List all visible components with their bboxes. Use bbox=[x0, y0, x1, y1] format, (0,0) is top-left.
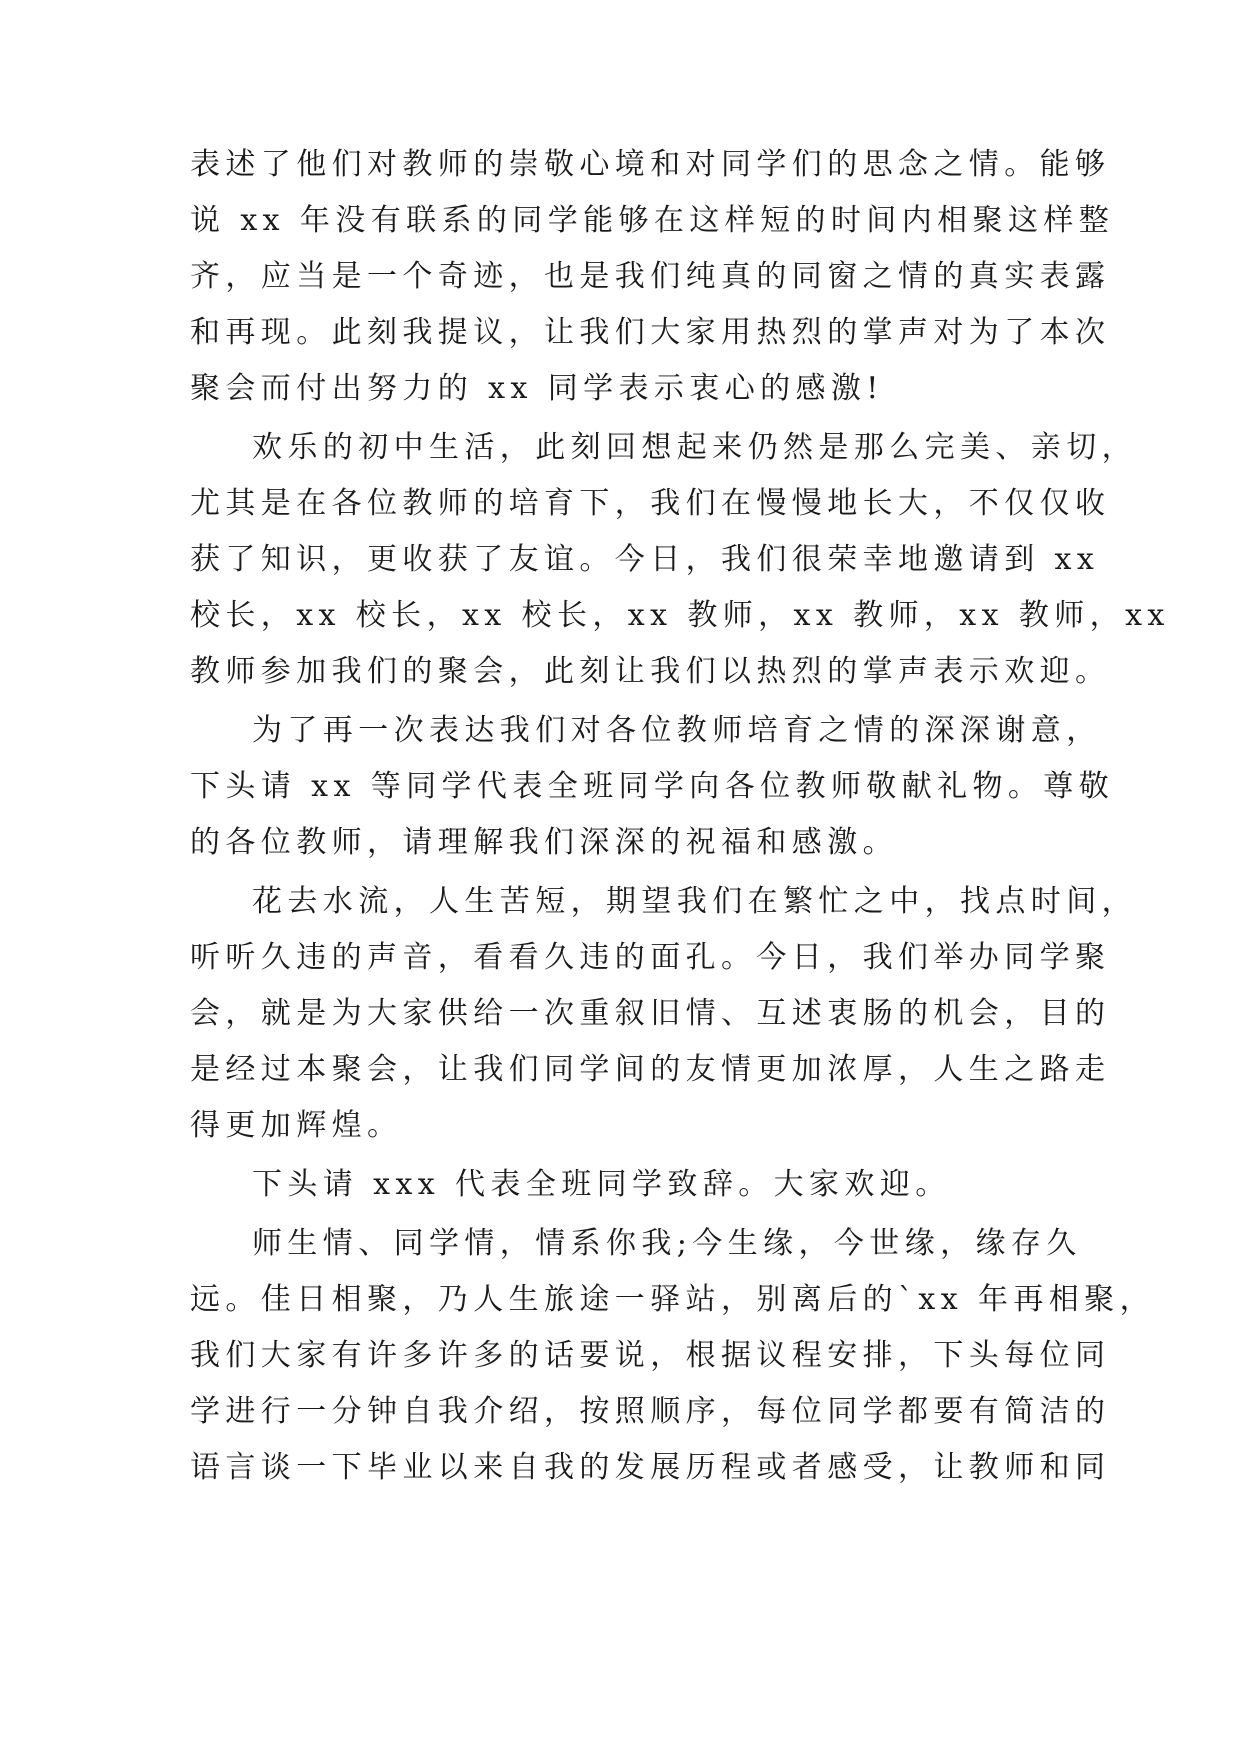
text-line: 尤其是在各位教师的培育下，我们在慢慢地长大，不仅仅收 bbox=[190, 486, 1111, 521]
text-line: 教师参加我们的聚会，此刻让我们以热烈的掌声表示欢迎。 bbox=[190, 654, 1111, 689]
text-line: 下头请 xx 等同学代表全班同学向各位教师敬献礼物。尊敬 bbox=[190, 769, 1115, 804]
text-line: 说 xx 年没有联系的同学能够在这样短的时间内相聚这样整 bbox=[190, 203, 1115, 238]
text-line: 学进行一分钟自我介绍，按照顺序，每位同学都要有简洁的 bbox=[190, 1394, 1111, 1429]
text-line: 远。佳日相聚，乃人生旅途一驿站，别离后的`xx 年再相聚， bbox=[190, 1282, 1155, 1317]
paragraph-first-line: 欢乐的初中生活，此刻回想起来仍然是那么完美、亲切， bbox=[252, 430, 1137, 465]
text-line: 校长，xx 校长，xx 校长，xx 教师，xx 教师，xx 教师，xx bbox=[190, 598, 1170, 633]
text-line: 的各位教师，请理解我们深深的祝福和感激。 bbox=[190, 825, 898, 860]
paragraph-first-line: 为了再一次表达我们对各位教师培育之情的深深谢意， bbox=[252, 713, 1102, 748]
text-line: 获了知识，更收获了友谊。今日，我们很荣幸地邀请到 xx bbox=[190, 542, 1100, 577]
paragraph-first-line: 花去水流，人生苦短，期望我们在繁忙之中，找点时间， bbox=[252, 884, 1137, 919]
paragraph-first-line: 师生情、同学情，情系你我;今生缘，今世缘，缘存久 bbox=[252, 1226, 1082, 1261]
text-line: 是经过本聚会，让我们同学间的友情更加浓厚，人生之路走 bbox=[190, 1052, 1111, 1087]
text-line: 语言谈一下毕业以来自我的发展历程或者感受，让教师和同 bbox=[190, 1450, 1111, 1485]
text-line: 和再现。此刻我提议，让我们大家用热烈的掌声对为了本次 bbox=[190, 315, 1111, 350]
text-line: 齐，应当是一个奇迹，也是我们纯真的同窗之情的真实表露 bbox=[190, 259, 1111, 294]
text-line: 聚会而付出努力的 xx 同学表示衷心的感激! bbox=[190, 371, 884, 406]
paragraph-first-line: 下头请 xxx 代表全班同学致辞。大家欢迎。 bbox=[252, 1167, 951, 1202]
text-line: 表述了他们对教师的崇敬心境和对同学们的思念之情。能够 bbox=[190, 147, 1111, 182]
text-line: 得更加辉煌。 bbox=[190, 1108, 403, 1143]
text-line: 听听久违的声音，看看久违的面孔。今日，我们举办同学聚 bbox=[190, 940, 1111, 975]
text-line: 我们大家有许多许多的话要说，根据议程安排，下头每位同 bbox=[190, 1338, 1111, 1373]
text-line: 会，就是为大家供给一次重叙旧情、互述衷肠的机会，目的 bbox=[190, 996, 1111, 1031]
